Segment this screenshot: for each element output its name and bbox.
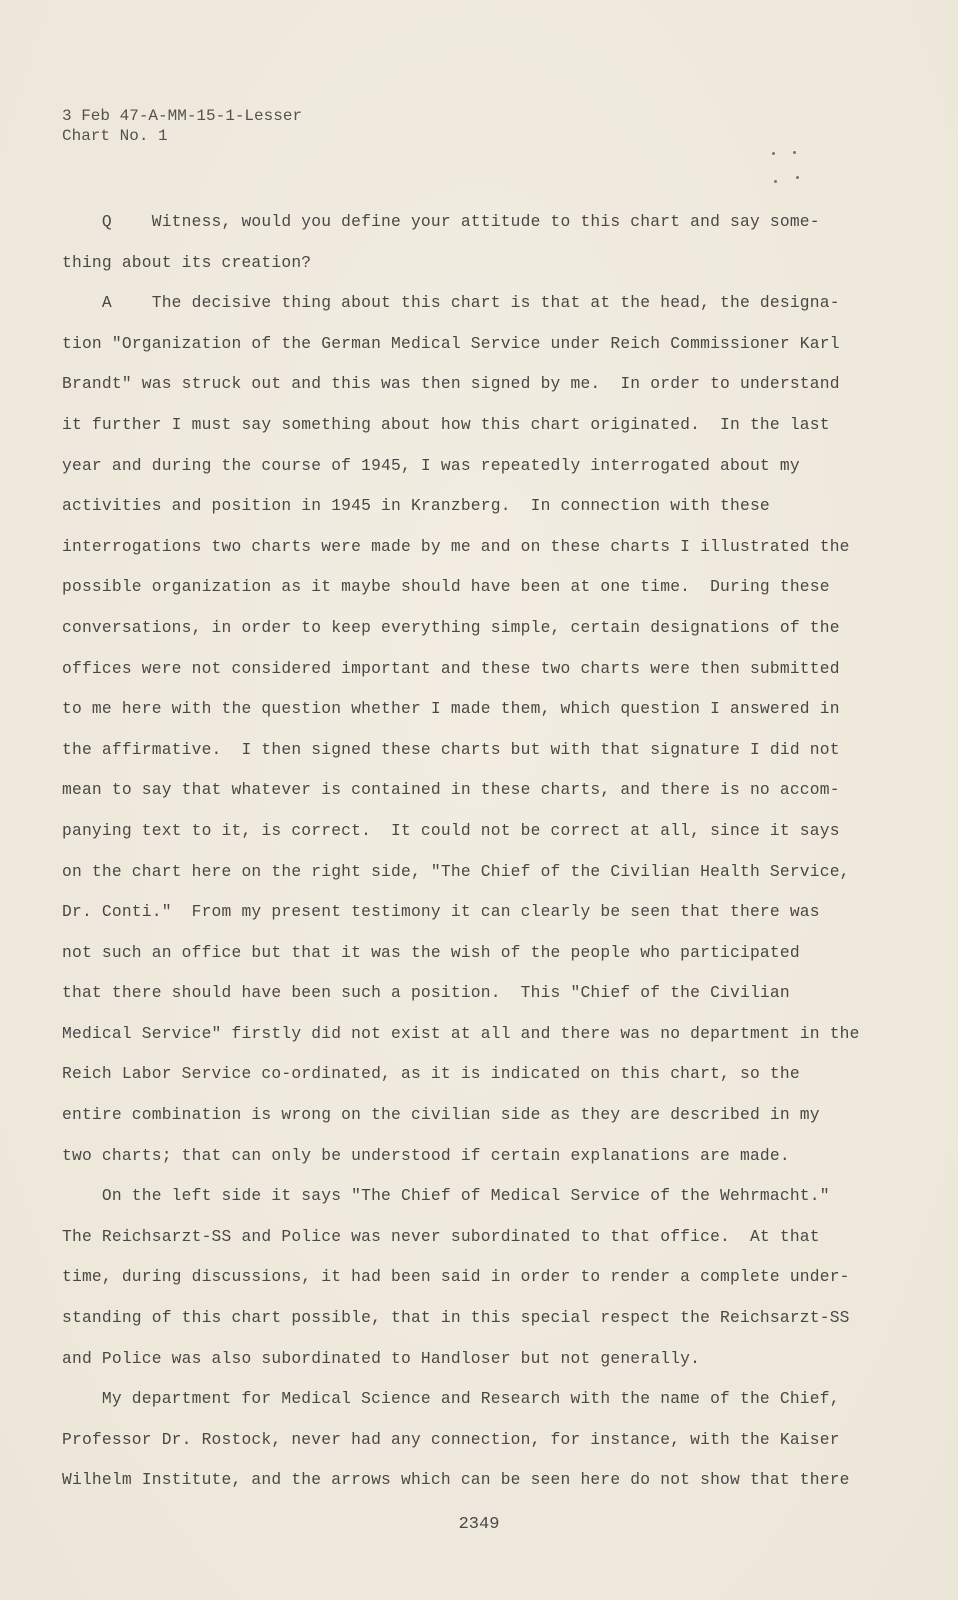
text-line: A The decisive thing about this chart is that at the head, the designa- — [62, 293, 840, 313]
document-header — [62, 106, 302, 146]
text-line: that there should have been such a position. This "Chief of the Civilian — [62, 983, 790, 1003]
text-line: and Police was also subordinated to Handloser but not generally. — [62, 1348, 701, 1368]
text-line: Brandt" was struck out and this was then signed by me. In order to understand — [62, 374, 840, 394]
ink-speck — [772, 152, 775, 155]
ink-speck — [774, 180, 777, 183]
text-line: entire combination is wrong on the civilian side as they are described in my — [62, 1105, 820, 1125]
text-line: Professor Dr. Rostock, never had any connection, for instance, with the Kaiser — [62, 1429, 840, 1449]
ink-speck — [793, 151, 796, 154]
text-line: The Reichsarzt-SS and Police was never subordinated to that office. At that — [62, 1226, 820, 1246]
text-line: the affirmative. I then signed these charts but with that signature I did not — [62, 739, 840, 759]
text-line: activities and position in 1945 in Kranzberg. In connection with these — [62, 496, 770, 516]
text-line: conversations, in order to keep everything simple, certain designations of the — [62, 617, 840, 637]
text-line: time, during discussions, it had been said in order to render a complete under- — [62, 1267, 850, 1287]
text-line: interrogations two charts were made by me and on these charts I illustrated the — [62, 536, 850, 556]
text-line: Medical Service" firstly did not exist at all and there was no department in the — [62, 1023, 860, 1043]
text-line: Reich Labor Service co-ordinated, as it is indicated on this chart, so the — [62, 1064, 800, 1084]
text-line: Q Witness, would you define your attitude to this chart and say some- — [62, 212, 820, 231]
page-number: 2349 — [458, 1515, 500, 1534]
transcript-body — [62, 202, 892, 1501]
header-chart-number: Chart No. 1 — [62, 127, 168, 145]
text-line: thing about its creation? — [62, 252, 312, 272]
text-line: offices were not considered important and these two charts were then submitted — [62, 658, 840, 678]
text-line: tion "Organization of the German Medical Service under Reich Commissioner Karl — [62, 333, 840, 353]
text-line: My department for Medical Science and Research with the name of the Chief, — [62, 1389, 840, 1409]
text-line: to me here with the question whether I made them, which question I answered in — [62, 699, 840, 719]
text-line: Dr. Conti." From my present testimony it can clearly be seen that there was — [62, 902, 820, 922]
ink-speck — [796, 176, 799, 179]
text-line: year and during the course of 1945, I was repeatedly interrogated about my — [62, 455, 800, 475]
text-line: on the chart here on the right side, "The Chief of the Civilian Health Service, — [62, 861, 850, 881]
text-line: two charts; that can only be understood if certain explanations are made. — [62, 1145, 790, 1165]
text-line: panying text to it, is correct. It could not be correct at all, since it says — [62, 820, 840, 840]
text-line: mean to say that whatever is contained in these charts, and there is no accom- — [62, 780, 840, 800]
text-line: possible organization as it maybe should have been at one time. During these — [62, 577, 830, 597]
text-line: standing of this chart possible, that in this special respect the Reichsarzt-SS — [62, 1308, 850, 1328]
header-reference: 3 Feb 47-A-MM-15-1-Lesser — [62, 107, 303, 125]
text-line: Wilhelm Institute, and the arrows which can be seen here do not show that there — [62, 1470, 850, 1490]
text-line: On the left side it says "The Chief of Medical Service of the Wehrmacht." — [62, 1186, 830, 1206]
text-line: it further I must say something about how this chart originated. In the last — [62, 414, 830, 434]
text-line: not such an office but that it was the wish of the people who participated — [62, 942, 800, 962]
